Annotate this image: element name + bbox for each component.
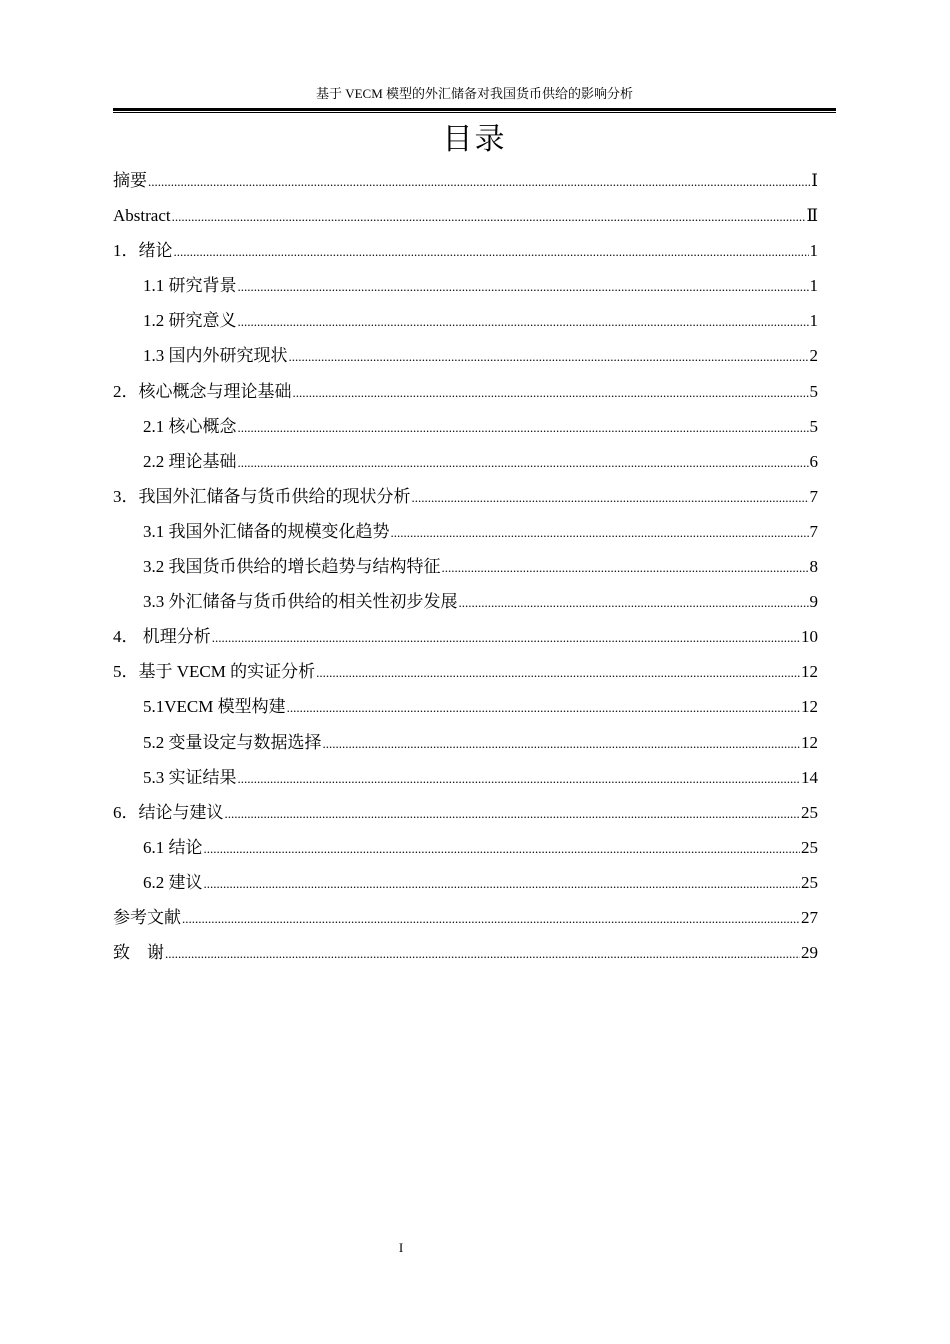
toc-entry[interactable] (113, 514, 818, 549)
toc-entry-page: 2 (809, 346, 818, 366)
toc-entry[interactable] (113, 303, 818, 338)
toc-dot-leader (238, 445, 809, 480)
toc-entry-label: 2.1 核心概念 (143, 416, 237, 436)
toc-entry-label: 5.3 实证结果 (143, 767, 237, 787)
toc-entry-page: 12 (801, 697, 818, 717)
toc-dot-leader (165, 936, 800, 971)
toc-entry-page: 12 (801, 662, 818, 682)
toc-entry-label: 5.2 变量设定与数据选择 (143, 732, 322, 752)
toc-entry[interactable] (113, 795, 818, 830)
toc-entry-label: 参考文献 (113, 907, 181, 927)
toc-entry-page: 25 (801, 872, 818, 892)
toc-dot-leader (238, 269, 809, 304)
toc-entry-page: 12 (801, 732, 818, 752)
toc-entry-label: 1.3 国内外研究现状 (143, 346, 288, 366)
toc-entry-label: 1.1 研究背景 (143, 276, 237, 296)
toc-entry-page: Ⅱ (806, 206, 818, 226)
toc-entry-page: 10 (801, 627, 818, 647)
toc-dot-leader (204, 831, 801, 866)
toc-dot-leader (148, 164, 810, 199)
toc-entry-page: 1 (809, 276, 818, 296)
toc-entry[interactable] (113, 760, 818, 795)
toc-entry-page: 6 (809, 451, 818, 471)
toc-dot-leader (391, 515, 809, 550)
toc-entry[interactable] (113, 725, 818, 760)
toc-entry[interactable] (113, 198, 818, 233)
toc-entry[interactable] (113, 900, 818, 935)
header-rule-thin (113, 112, 836, 113)
toc-entry-label: 2．核心概念与理论基础 (113, 381, 292, 401)
toc-entry-label: 摘要 (113, 171, 147, 190)
toc-entry-label: 2.2 理论基础 (143, 451, 237, 471)
toc-entry-label: 6.2 建议 (143, 872, 203, 892)
toc-dot-leader (238, 410, 809, 445)
toc-entry-page: 25 (801, 802, 818, 822)
toc-entry[interactable] (113, 479, 818, 514)
toc-entry[interactable] (113, 865, 818, 900)
toc-entry-label: 1．绪论 (113, 241, 173, 261)
toc-dot-leader (182, 901, 800, 936)
toc-entry-page: 8 (809, 557, 818, 577)
toc-dot-leader (459, 585, 809, 620)
toc-entry-page: 7 (809, 521, 818, 541)
toc-entry[interactable] (113, 584, 818, 619)
toc-dot-leader (238, 304, 809, 339)
toc-entry[interactable] (113, 233, 818, 268)
toc-entry[interactable] (113, 374, 818, 409)
toc-title: 目录 (442, 122, 507, 157)
toc-entry[interactable] (113, 549, 818, 584)
toc-dot-leader (174, 234, 809, 269)
toc-entry-label: 3．我国外汇储备与货币供给的现状分析 (113, 486, 411, 506)
toc-entry[interactable] (113, 409, 818, 444)
toc-entry-page: 7 (809, 486, 818, 506)
toc-entry-label: 6.1 结论 (143, 837, 203, 857)
toc-entry-page: 5 (809, 381, 818, 401)
toc-entry-label: 3.3 外汇储备与货币供给的相关性初步发展 (143, 592, 458, 612)
toc-entry-label: 5．基于 VECM 的实证分析 (113, 662, 316, 682)
table-of-contents (113, 163, 818, 970)
toc-dot-leader (172, 199, 806, 234)
toc-dot-leader (204, 866, 801, 901)
toc-entry[interactable] (113, 830, 818, 865)
toc-entry-page: 14 (801, 767, 818, 787)
toc-entry-page: Ⅰ (811, 171, 818, 190)
toc-entry[interactable] (113, 689, 818, 724)
toc-entry-page: 9 (809, 592, 818, 612)
toc-entry[interactable] (113, 654, 818, 689)
toc-entry-label: 5.1VECM 模型构建 (143, 697, 286, 717)
toc-entry-page: 29 (801, 943, 818, 963)
toc-dot-leader (412, 480, 809, 515)
toc-dot-leader (316, 655, 800, 690)
toc-dot-leader (442, 550, 809, 585)
toc-dot-leader (225, 796, 801, 831)
toc-dot-leader (323, 726, 801, 761)
toc-entry-label: Abstract (113, 206, 171, 226)
toc-entry-page: 5 (809, 416, 818, 436)
toc-entry[interactable] (113, 619, 818, 654)
toc-entry[interactable] (113, 444, 818, 479)
header-rule (113, 108, 836, 111)
toc-entry-page: 1 (809, 241, 818, 261)
toc-entry-page: 25 (801, 837, 818, 857)
toc-entry-label: 1.2 研究意义 (143, 311, 237, 331)
toc-entry[interactable] (113, 935, 818, 970)
toc-entry-label: 3.1 我国外汇储备的规模变化趋势 (143, 521, 390, 541)
toc-dot-leader (212, 620, 800, 655)
toc-dot-leader (287, 690, 800, 725)
toc-entry-page: 27 (801, 907, 818, 927)
toc-entry[interactable] (113, 163, 818, 198)
toc-entry[interactable] (113, 338, 818, 373)
toc-entry-label: 4． 机理分析 (113, 627, 211, 647)
toc-dot-leader (289, 339, 809, 374)
toc-entry-label: 致 谢 (113, 943, 164, 963)
running-header: 基于 VECM 模型的外汇储备对我国货币供给的影响分析 (315, 86, 634, 101)
toc-dot-leader (293, 375, 809, 410)
toc-entry-label: 3.2 我国货币供给的增长趋势与结构特征 (143, 557, 441, 577)
page-number: I (398, 1240, 404, 1255)
toc-entry-page: 1 (809, 311, 818, 331)
toc-entry-label: 6．结论与建议 (113, 802, 224, 822)
toc-entry[interactable] (113, 268, 818, 303)
toc-dot-leader (238, 761, 801, 796)
